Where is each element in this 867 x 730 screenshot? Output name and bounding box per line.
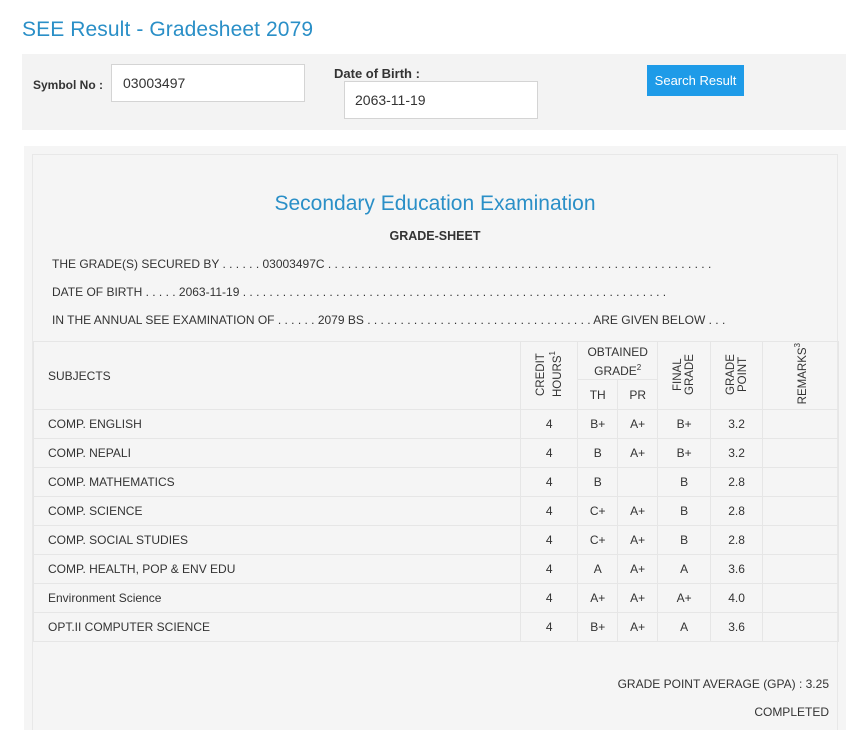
credit-cell: 4 (521, 555, 578, 584)
gradesheet-title: GRADE-SHEET (389, 229, 481, 243)
credit-cell: 4 (521, 584, 578, 613)
final-grade-header: FINAL GRADE (658, 342, 711, 410)
pr-grade-cell: A+ (618, 555, 658, 584)
table-row (34, 526, 839, 555)
table-row (34, 439, 839, 468)
subject-cell: Environment Science (34, 584, 521, 613)
subject-cell: COMP. HEALTH, POP & ENV EDU (34, 555, 521, 584)
subject-cell: OPT.II COMPUTER SCIENCE (34, 613, 521, 642)
grade-point-header: GRADE POINT (711, 342, 763, 410)
grade-point-cell: 3.2 (711, 410, 763, 439)
remarks-cell (763, 497, 839, 526)
gradesheet-container (24, 146, 846, 730)
pr-grade-cell: A+ (618, 439, 658, 468)
table-row (34, 613, 839, 642)
grades-table (33, 341, 839, 642)
exam-line: IN THE ANNUAL SEE EXAMINATION OF . . . . . . 2079 BS . . . . . . . . . . . . . . . . . . . . . . . . . . . . . . . . . . ARE GIVEN BELOW . . . (52, 313, 726, 327)
final-grade-cell: B+ (658, 410, 711, 439)
pr-header: PR (618, 380, 658, 410)
credit-cell: 4 (521, 439, 578, 468)
final-grade-cell: B+ (658, 439, 711, 468)
table-row (34, 584, 839, 613)
pr-grade-cell (618, 468, 658, 497)
date-of-birth-label: Date of Birth : (334, 66, 420, 81)
date-of-birth-input[interactable] (344, 81, 538, 119)
remarks-cell (763, 555, 839, 584)
th-grade-cell: B (578, 468, 618, 497)
remarks-cell (763, 613, 839, 642)
grade-point-cell: 3.6 (711, 555, 763, 584)
credit-cell: 4 (521, 613, 578, 642)
subject-cell: COMP. ENGLISH (34, 410, 521, 439)
grade-point-cell: 2.8 (711, 526, 763, 555)
pr-grade-cell: A+ (618, 526, 658, 555)
date-of-birth-line: DATE OF BIRTH . . . . . 2063-11-19 . . . . . . . . . . . . . . . . . . . . . . . . . . . . . . . . . . . . . . . . . . . . . . . . . . . . . . . . . . . . . . . . (52, 285, 667, 299)
status-text: COMPLETED (754, 705, 829, 719)
th-grade-cell: A+ (578, 584, 618, 613)
gpa-text: GRADE POINT AVERAGE (GPA) : 3.25 (617, 677, 829, 691)
th-grade-cell: B+ (578, 613, 618, 642)
remarks-cell (763, 410, 839, 439)
credit-cell: 4 (521, 497, 578, 526)
credit-cell: 4 (521, 468, 578, 497)
grade-point-cell: 3.6 (711, 613, 763, 642)
grade-point-cell: 2.8 (711, 497, 763, 526)
secured-by-line: THE GRADE(S) SECURED BY . . . . . . 03003497C . . . . . . . . . . . . . . . . . . . . . . . . . . . . . . . . . . . . . . . . . . . . . . . . . . . . . . . . . . (52, 257, 712, 271)
pr-grade-cell: A+ (618, 613, 658, 642)
gradesheet (32, 154, 838, 730)
credit-cell: 4 (521, 410, 578, 439)
grade-point-cell: 2.8 (711, 468, 763, 497)
search-result-button[interactable]: Search Result (647, 65, 744, 96)
symbol-no-label: Symbol No : (33, 78, 104, 92)
grade-point-cell: 3.2 (711, 439, 763, 468)
exam-title: Secondary Education Examination (274, 192, 596, 215)
table-row (34, 468, 839, 497)
subject-cell: COMP. SCIENCE (34, 497, 521, 526)
remarks-cell (763, 526, 839, 555)
final-grade-cell: B (658, 526, 711, 555)
th-grade-cell: C+ (578, 497, 618, 526)
obtained-grade-header: OBTAINED GRADE$^2$ (578, 342, 658, 380)
subject-cell: COMP. NEPALI (34, 439, 521, 468)
final-grade-cell: B (658, 468, 711, 497)
remarks-cell (763, 584, 839, 613)
th-grade-cell: B (578, 439, 618, 468)
final-grade-cell: A+ (658, 584, 711, 613)
pr-grade-cell: A+ (618, 497, 658, 526)
page-title: SEE Result - Gradesheet 2079 (22, 18, 314, 41)
final-grade-cell: B (658, 497, 711, 526)
final-grade-cell: A (658, 555, 711, 584)
remarks-header: REMARKS$^3$ (763, 342, 839, 410)
table-row (34, 410, 839, 439)
remarks-cell (763, 468, 839, 497)
table-row (34, 497, 839, 526)
remarks-cell (763, 439, 839, 468)
grade-point-cell: 4.0 (711, 584, 763, 613)
credit-cell: 4 (521, 526, 578, 555)
subjects-header: SUBJECTS (34, 342, 521, 410)
th-grade-cell: C+ (578, 526, 618, 555)
subject-cell: COMP. SOCIAL STUDIES (34, 526, 521, 555)
th-header: TH (578, 380, 618, 410)
pr-grade-cell: A+ (618, 584, 658, 613)
symbol-no-input[interactable] (111, 64, 305, 102)
pr-grade-cell: A+ (618, 410, 658, 439)
th-grade-cell: A (578, 555, 618, 584)
th-grade-cell: B+ (578, 410, 618, 439)
subject-cell: COMP. MATHEMATICS (34, 468, 521, 497)
search-panel (22, 54, 846, 130)
credit-hours-header: CREDIT HOURS$^1$ (521, 342, 578, 410)
final-grade-cell: A (658, 613, 711, 642)
table-row (34, 555, 839, 584)
